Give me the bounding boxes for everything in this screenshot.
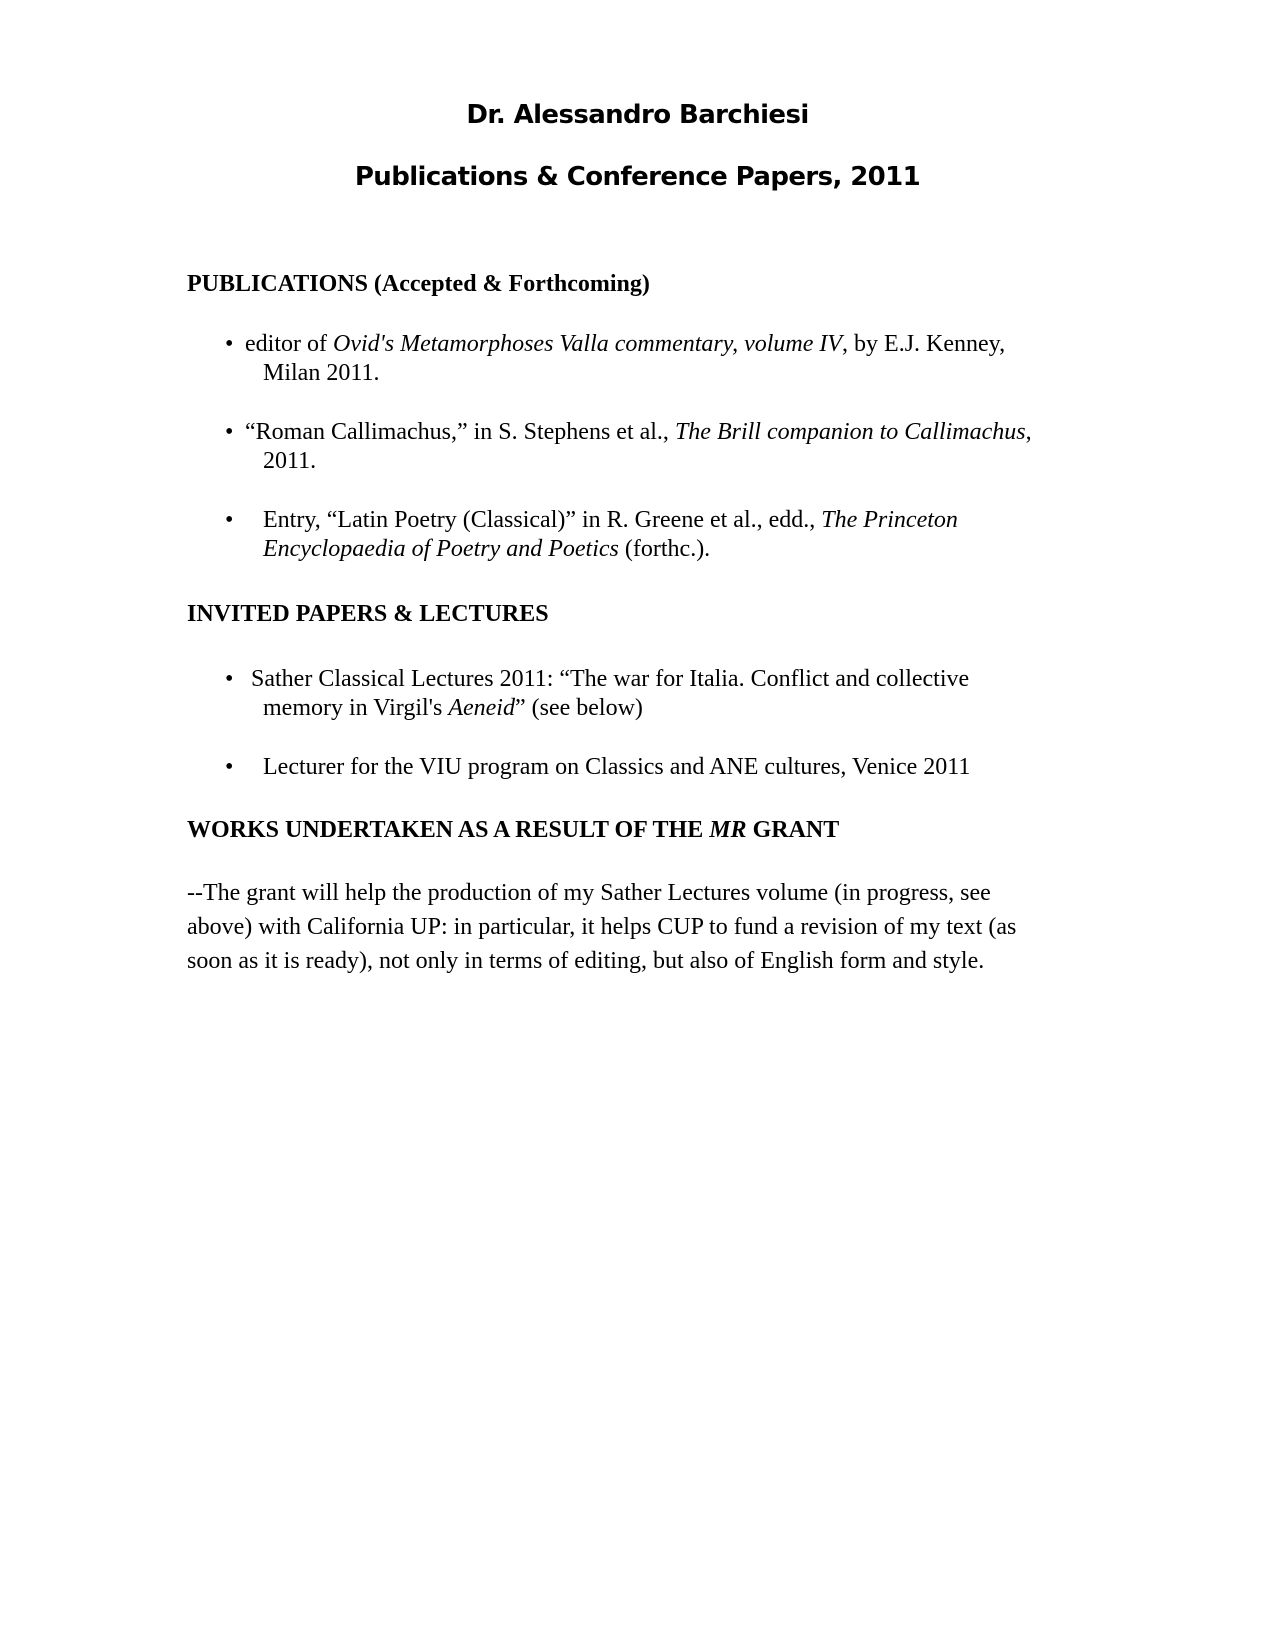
- publication-text: editor of: [245, 331, 333, 357]
- lecture-title: Aeneid: [448, 695, 515, 721]
- publication-title: The Brill companion to Callimachus: [674, 419, 1026, 445]
- publication-item: [225, 330, 1085, 388]
- paragraph-line: --The grant will help the production of my Sather Lectures volume (in progress, see: [187, 880, 991, 906]
- publication-line: [225, 418, 1085, 447]
- publication-item: [225, 506, 1085, 564]
- author-name: Dr. Alessandro Barchiesi: [466, 100, 809, 130]
- lecture-line: Lecturer for the VIU program on Classics and ANE cultures, Venice 2011: [263, 754, 971, 780]
- publications-heading: PUBLICATIONS (Accepted & Forthcoming): [187, 271, 650, 297]
- bullet-icon: •: [225, 507, 234, 533]
- works-paragraph: [187, 876, 1067, 978]
- lecture-text: memory in Virgil's: [263, 695, 449, 721]
- publication-text: ,: [1025, 419, 1032, 445]
- publication-line: [225, 535, 1085, 564]
- publication-text: “Roman Callimachus,” in S. Stephens et al.,: [245, 419, 675, 445]
- publication-line: [225, 506, 1085, 535]
- lecture-item: [225, 665, 1085, 723]
- publication-line: [225, 330, 1085, 359]
- works-heading-em: MR: [709, 817, 747, 843]
- invited-heading: INVITED PAPERS & LECTURES: [187, 601, 549, 627]
- publication-line: 2011.: [263, 448, 317, 474]
- bullet-icon: •: [225, 331, 234, 357]
- paragraph-line: soon as it is ready), not only in terms of editing, but also of English form and style.: [187, 948, 985, 974]
- publication-title: Encyclopaedia of Poetry and Poetics: [263, 536, 619, 562]
- publication-text: Entry, “Latin Poetry (Classical)” in R. Greene et al., edd.,: [263, 507, 822, 533]
- bullet-icon: •: [225, 666, 234, 692]
- works-heading: [187, 816, 839, 845]
- lecture-item: [225, 753, 1085, 782]
- lecture-text: ” (see below): [514, 695, 643, 721]
- lecture-line: Sather Classical Lectures 2011: “The war for Italia. Conflict and collective: [251, 666, 970, 692]
- publication-title: The Princeton: [821, 507, 958, 533]
- paragraph-line: above) with California UP: in particular, it helps CUP to fund a revision of my text (as: [187, 914, 1017, 940]
- document-subtitle: Publications & Conference Papers, 2011: [354, 162, 921, 192]
- publication-line: Milan 2011.: [263, 360, 380, 386]
- publication-text: (forthc.).: [618, 536, 711, 562]
- bullet-icon: •: [225, 419, 234, 445]
- publication-text: , by E.J. Kenney,: [842, 331, 1006, 357]
- lecture-line: [225, 694, 1085, 723]
- publication-title: Ovid's Metamorphoses Valla commentary, volume IV: [332, 331, 843, 357]
- bullet-icon: •: [225, 754, 234, 780]
- works-heading-text: GRANT: [746, 817, 840, 843]
- works-heading-text: WORKS UNDERTAKEN AS A RESULT OF THE: [187, 817, 710, 843]
- publication-item: [225, 418, 1085, 476]
